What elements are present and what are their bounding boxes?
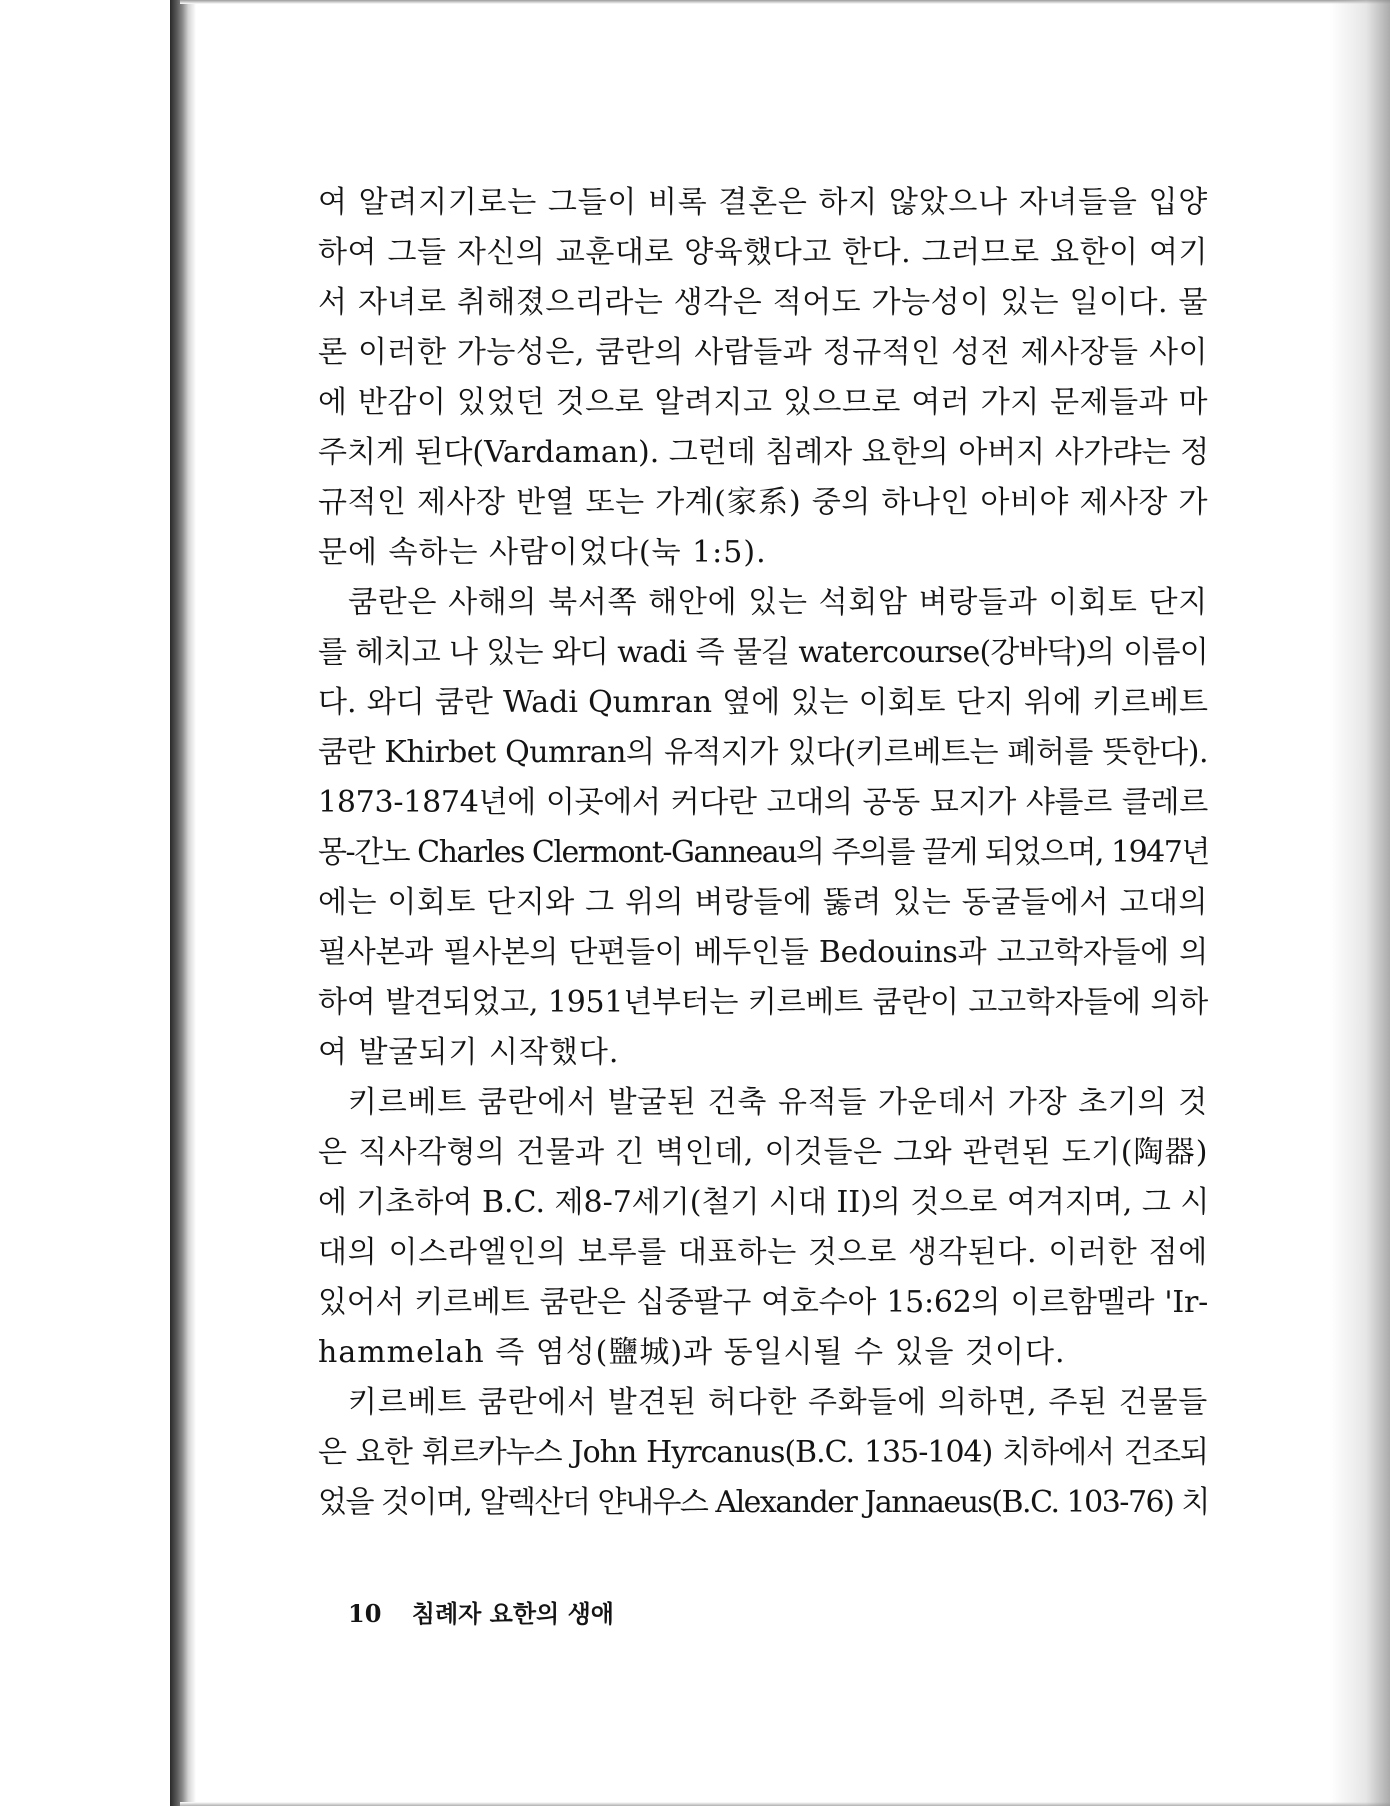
text-line: 쿰란 Khirbet Qumran의 유적지가 있다(키르베트는 폐허를 뜻한다).	[318, 735, 1208, 770]
spine-shadow	[188, 0, 196, 1806]
text-line: 키르베트 쿰란에서 발굴된 건축 유적들 가운데서 가장 초기의 것	[348, 1085, 1208, 1120]
text-line: 주치게 된다(Vardaman). 그런데 침례자 요한의 아버지 사가랴는 정	[318, 435, 1210, 470]
page-footer	[348, 1594, 614, 1629]
text-line: 대의 이스라엘인의 보루를 대표하는 것으로 생각된다. 이러한 점에	[318, 1235, 1208, 1270]
text-line: 여 발굴되기 시작했다.	[318, 1035, 620, 1070]
text-line: 쿰란은 사해의 북서쪽 해안에 있는 석회암 벼랑들과 이회토 단지	[348, 585, 1208, 620]
body-text	[318, 178, 1208, 1528]
text-line: 에 반감이 있었던 것으로 알려지고 있으므로 여러 가지 문제들과 마	[318, 385, 1208, 420]
text-line: 다. 와디 쿰란 Wadi Qumran 옆에 있는 이회토 단지 위에 키르베트	[318, 685, 1208, 720]
text-line: 에 기초하여 B.C. 제8-7세기(철기 시대 II)의 것으로 여겨지며, 그 시	[318, 1185, 1210, 1220]
text-line: 었을 것이며, 알렉산더 얀내우스 Alexander Jannaeus(B.C. 103-76) 치	[318, 1485, 1209, 1520]
text-line: 1873-1874년에 이곳에서 커다란 고대의 공동 묘지가 샤를르 클레르	[318, 785, 1208, 820]
text-line: 있어서 키르베트 쿰란은 십중팔구 여호수아 15:62의 이르함멜라 'Ir-	[318, 1285, 1208, 1320]
page-number: 10	[348, 1599, 382, 1628]
page-curl-shadow	[1330, 0, 1390, 1806]
text-line: 서 자녀로 취해졌으리라는 생각은 적어도 가능성이 있는 일이다. 물	[318, 285, 1208, 320]
paragraph	[318, 1378, 1208, 1528]
running-title: 침례자 요한의 생애	[411, 1599, 614, 1628]
text-line: 를 헤치고 나 있는 와디 wadi 즉 물길 watercourse(강바닥)의 이름이	[318, 635, 1208, 670]
book-spine	[170, 0, 188, 1806]
text-line: 몽-간노 Charles Clermont-Ganneau의 주의를 끌게 되었으며, 1947년	[318, 835, 1209, 870]
text-line: 키르베트 쿰란에서 발견된 허다한 주화들에 의하면, 주된 건물들	[348, 1385, 1208, 1420]
text-line: 은 직사각형의 건물과 긴 벽인데, 이것들은 그와 관련된 도기(陶器)	[318, 1135, 1208, 1170]
paragraph	[318, 578, 1208, 1078]
paragraph	[318, 178, 1208, 578]
text-line: 여 알려지기로는 그들이 비록 결혼은 하지 않았으나 자녀들을 입양	[318, 185, 1208, 220]
text-line: 필사본과 필사본의 단편들이 베두인들 Bedouins과 고고학자들에 의	[318, 935, 1208, 970]
page-top-edge	[180, 0, 1390, 4]
text-line: 하여 발견되었고, 1951년부터는 키르베트 쿰란이 고고학자들에 의하	[318, 985, 1208, 1020]
paragraph	[318, 1078, 1208, 1378]
text-line: 하여 그들 자신의 교훈대로 양육했다고 한다. 그러므로 요한이 여기	[318, 235, 1208, 270]
text-line: 규적인 제사장 반열 또는 가계(家系) 중의 하나인 아비야 제사장 가	[318, 485, 1208, 520]
text-line: 은 요한 휘르카누스 John Hyrcanus(B.C. 135-104) 치하에서 건조되	[318, 1435, 1208, 1470]
text-line: hammelah 즉 염성(鹽城)과 동일시될 수 있을 것이다.	[318, 1335, 1066, 1370]
text-line: 에는 이회토 단지와 그 위의 벼랑들에 뚫려 있는 동굴들에서 고대의	[318, 885, 1208, 920]
text-line: 문에 속하는 사람이었다(눅 1:5).	[318, 535, 767, 570]
text-line: 론 이러한 가능성은, 쿰란의 사람들과 정규적인 성전 제사장들 사이	[318, 335, 1208, 370]
page-bottom-edge	[180, 1802, 1390, 1806]
